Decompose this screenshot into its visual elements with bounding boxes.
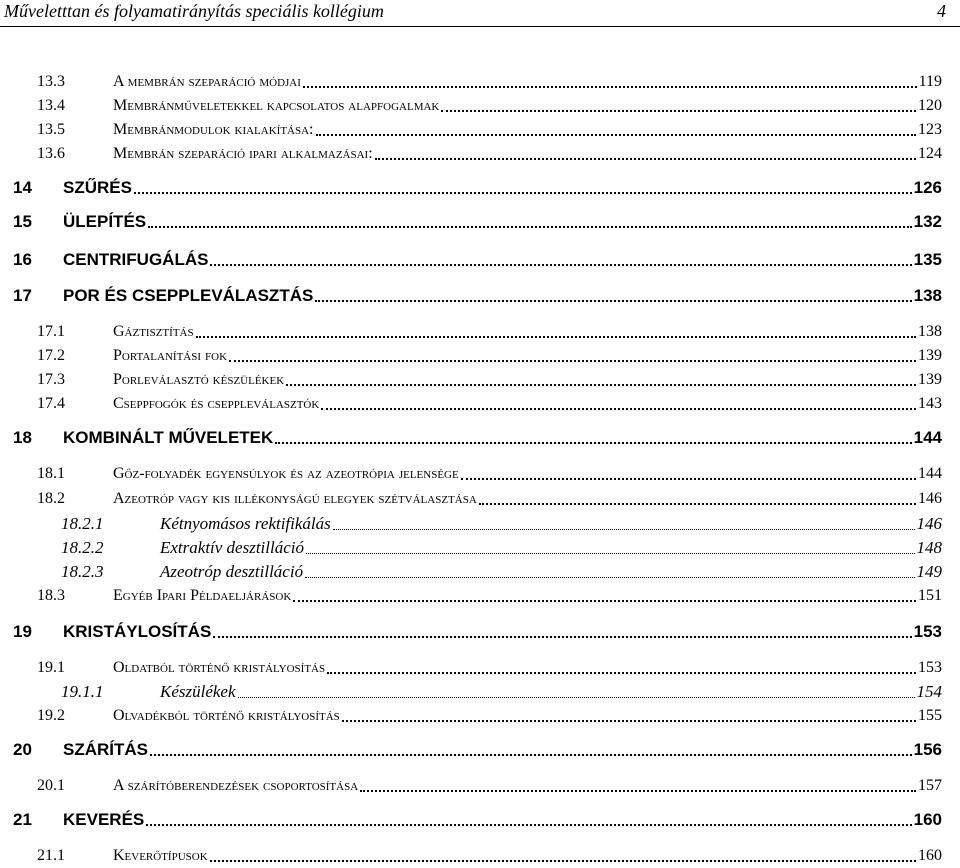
toc-entry-title: A szárítóberendezések csoportosítása bbox=[113, 777, 359, 794]
dot-leader bbox=[210, 860, 916, 862]
toc-entry-title: A membrán szeparáció módjai bbox=[113, 73, 301, 90]
toc-entry-page: 143 bbox=[918, 395, 942, 412]
dot-leader bbox=[316, 134, 917, 136]
toc-entry[interactable] bbox=[37, 584, 942, 606]
toc-entry-title: Porleválasztó készülékek bbox=[113, 371, 285, 388]
dot-leader bbox=[327, 672, 916, 674]
dot-leader bbox=[360, 790, 916, 792]
toc-entry[interactable] bbox=[13, 284, 942, 306]
toc-entry-number: 17 bbox=[13, 286, 32, 305]
dot-leader bbox=[479, 503, 916, 505]
dot-leader bbox=[441, 110, 916, 112]
toc-entry[interactable] bbox=[37, 94, 942, 116]
toc-entry-page: 149 bbox=[916, 562, 942, 581]
toc-entry-title: Oldatból történő kristályosítás bbox=[113, 659, 326, 676]
dot-leader bbox=[275, 442, 911, 444]
toc-entry-number: 13.3 bbox=[37, 73, 65, 90]
dot-leader bbox=[150, 754, 912, 756]
header-page-number: 4 bbox=[937, 1, 946, 21]
toc-entry[interactable] bbox=[13, 248, 942, 270]
toc-entry[interactable] bbox=[61, 536, 942, 558]
toc-entry-page: 157 bbox=[918, 777, 942, 794]
toc-entry-title: Gáztisztítás bbox=[113, 323, 194, 340]
toc-entry-number: 18.3 bbox=[37, 587, 65, 604]
toc-entry-page: 156 bbox=[913, 740, 942, 759]
toc-entry-page: 146 bbox=[918, 490, 942, 507]
dot-leader bbox=[333, 529, 915, 530]
toc-entry[interactable] bbox=[37, 392, 942, 414]
toc-entry-number: 14 bbox=[13, 178, 32, 197]
toc-entry[interactable] bbox=[61, 560, 942, 582]
toc-entry[interactable] bbox=[13, 426, 942, 448]
toc-entry[interactable] bbox=[37, 118, 942, 140]
toc-entry-number: 18.2.2 bbox=[61, 538, 104, 557]
toc-entry[interactable] bbox=[37, 844, 942, 866]
dot-leader bbox=[196, 336, 916, 338]
dot-leader bbox=[134, 192, 912, 194]
toc-entry-page: 151 bbox=[918, 587, 942, 604]
toc-entry-title: Azeotróp desztilláció bbox=[160, 562, 304, 581]
toc-entry-page: 153 bbox=[918, 659, 942, 676]
dot-leader bbox=[293, 600, 916, 602]
toc-entry-title: Egyéb Ipari Példaeljárások bbox=[113, 587, 292, 604]
toc-entry-number: 20.1 bbox=[37, 777, 65, 794]
toc-entry[interactable] bbox=[13, 210, 942, 232]
toc-entry-title: Kétnyomásos rektifikálás bbox=[160, 514, 331, 533]
toc-entry-number: 20 bbox=[13, 740, 32, 759]
toc-entry-number: 21 bbox=[13, 810, 32, 829]
toc-entry[interactable] bbox=[13, 620, 942, 642]
toc-entry-number: 19 bbox=[13, 622, 32, 641]
toc-entry-number: 13.6 bbox=[37, 145, 65, 162]
toc-entry-title: Azeotróp vagy kis illékonyságú elegyek szétválasztása bbox=[113, 490, 477, 507]
toc-entry[interactable] bbox=[37, 462, 942, 484]
toc-entry-page: 119 bbox=[918, 73, 942, 90]
toc-entry[interactable] bbox=[13, 176, 942, 198]
toc-entry-number: 17.1 bbox=[37, 323, 65, 340]
dot-leader bbox=[213, 636, 911, 638]
toc-entry-page: 123 bbox=[918, 121, 942, 138]
toc-entry-number: 13.5 bbox=[37, 121, 65, 138]
toc-entry-title: Membránműveletekkel kapcsolatos alapfogalmak bbox=[113, 97, 440, 114]
dot-leader bbox=[286, 384, 916, 386]
toc-entry-page: 154 bbox=[916, 682, 942, 701]
header-title: Műveletttan és folyamatirányítás speciális kollégium bbox=[4, 1, 384, 21]
toc-entry[interactable] bbox=[13, 808, 942, 830]
toc-entry[interactable] bbox=[61, 512, 942, 534]
toc-entry-page: 160 bbox=[918, 847, 942, 864]
toc-entry-title: Membrán szeparáció ipari alkalmazásai: bbox=[113, 145, 373, 162]
toc-entry-title: POR ÉS CSEPPLEVÁLASZTÁS bbox=[63, 286, 314, 305]
toc-entry-title: Cseppfogók és cseppleválasztók bbox=[113, 395, 320, 412]
toc-entry-number: 18.2 bbox=[37, 490, 65, 507]
toc-entry-title: Membránmodulok kialakítása: bbox=[113, 121, 314, 138]
toc-entry[interactable] bbox=[61, 680, 942, 702]
toc-entry-title: ÜLEPÍTÉS bbox=[63, 212, 147, 231]
toc-entry-number: 17.4 bbox=[37, 395, 65, 412]
dot-leader bbox=[148, 226, 912, 228]
toc-entry[interactable] bbox=[37, 320, 942, 342]
toc-entry-number: 18.2.1 bbox=[61, 514, 104, 533]
toc-entry-title: KRISTÁYLOSÍTÁS bbox=[63, 622, 212, 641]
toc-entry[interactable] bbox=[37, 142, 942, 164]
toc-entry[interactable] bbox=[13, 738, 942, 760]
toc-entry-page: 146 bbox=[916, 514, 942, 533]
toc-entry-page: 132 bbox=[913, 212, 942, 231]
dot-leader bbox=[238, 697, 915, 698]
dot-leader bbox=[146, 824, 911, 826]
toc-entry-title: Keverőtípusok bbox=[113, 847, 208, 864]
toc-entry-page: 126 bbox=[913, 178, 942, 197]
toc-entry-page: 139 bbox=[918, 371, 942, 388]
page-header bbox=[0, 0, 960, 27]
dot-leader bbox=[305, 577, 914, 578]
toc-entry-number: 18.2.3 bbox=[61, 562, 104, 581]
toc-entry-number: 16 bbox=[13, 250, 32, 269]
toc-entry-number: 15 bbox=[13, 212, 32, 231]
toc-entry[interactable] bbox=[37, 344, 942, 366]
toc-entry-page: 155 bbox=[918, 707, 942, 724]
toc-entry-number: 19.2 bbox=[37, 707, 65, 724]
toc-entry[interactable] bbox=[37, 70, 942, 92]
dot-leader bbox=[306, 553, 915, 554]
dot-leader bbox=[229, 360, 916, 362]
toc-entry-page: 160 bbox=[913, 810, 942, 829]
toc-entry-title: Extraktív desztilláció bbox=[160, 538, 304, 557]
toc-entry-title: Készülékek bbox=[160, 682, 236, 701]
toc-entry[interactable] bbox=[37, 704, 942, 726]
toc-entry-page: 124 bbox=[918, 145, 942, 162]
toc-entry-page: 138 bbox=[918, 323, 942, 340]
toc-entry[interactable] bbox=[37, 656, 942, 678]
toc-entry-number: 19.1.1 bbox=[61, 682, 104, 701]
toc-entry-title: Portalanítási fok bbox=[113, 347, 228, 364]
toc-entry-number: 13.4 bbox=[37, 97, 65, 114]
toc-entry-page: 148 bbox=[916, 538, 942, 557]
toc-entry-page: 144 bbox=[913, 428, 942, 447]
toc-entry-page: 153 bbox=[913, 622, 942, 641]
dot-leader bbox=[210, 264, 911, 266]
dot-leader bbox=[342, 720, 916, 722]
toc-entry-number: 18 bbox=[13, 428, 32, 447]
toc-entry[interactable] bbox=[37, 487, 942, 509]
dot-leader bbox=[461, 478, 916, 480]
dot-leader bbox=[321, 408, 916, 410]
toc-entry-page: 139 bbox=[918, 347, 942, 364]
toc-entry-title: SZŰRÉS bbox=[63, 178, 132, 197]
toc-entry-title: Gőz-folyadék egyensúlyok és az azeotrópia jelensége bbox=[113, 465, 459, 482]
toc-entry-number: 21.1 bbox=[37, 847, 65, 864]
toc-entry-page: 120 bbox=[918, 97, 942, 114]
toc-entry-number: 17.2 bbox=[37, 347, 65, 364]
toc-entry-page: 144 bbox=[918, 465, 942, 482]
toc-entry[interactable] bbox=[37, 774, 942, 796]
toc-entry-title: KOMBINÁLT MŰVELETEK bbox=[63, 428, 274, 447]
toc-entry-number: 19.1 bbox=[37, 659, 65, 676]
dot-leader bbox=[375, 158, 916, 160]
dot-leader bbox=[303, 86, 917, 88]
toc-entry-title: CENTRIFUGÁLÁS bbox=[63, 250, 209, 269]
toc-entry-title: Olvadékból történő kristályosítás bbox=[113, 707, 340, 724]
toc-entry-page: 138 bbox=[913, 286, 942, 305]
toc-entry-title: SZÁRÍTÁS bbox=[63, 740, 148, 759]
toc-entry-page: 135 bbox=[913, 250, 942, 269]
toc-entry[interactable] bbox=[37, 368, 942, 390]
toc-entry-number: 18.1 bbox=[37, 465, 65, 482]
toc-entry-number: 17.3 bbox=[37, 371, 65, 388]
dot-leader bbox=[315, 300, 911, 302]
toc-entry-title: KEVERÉS bbox=[63, 810, 145, 829]
